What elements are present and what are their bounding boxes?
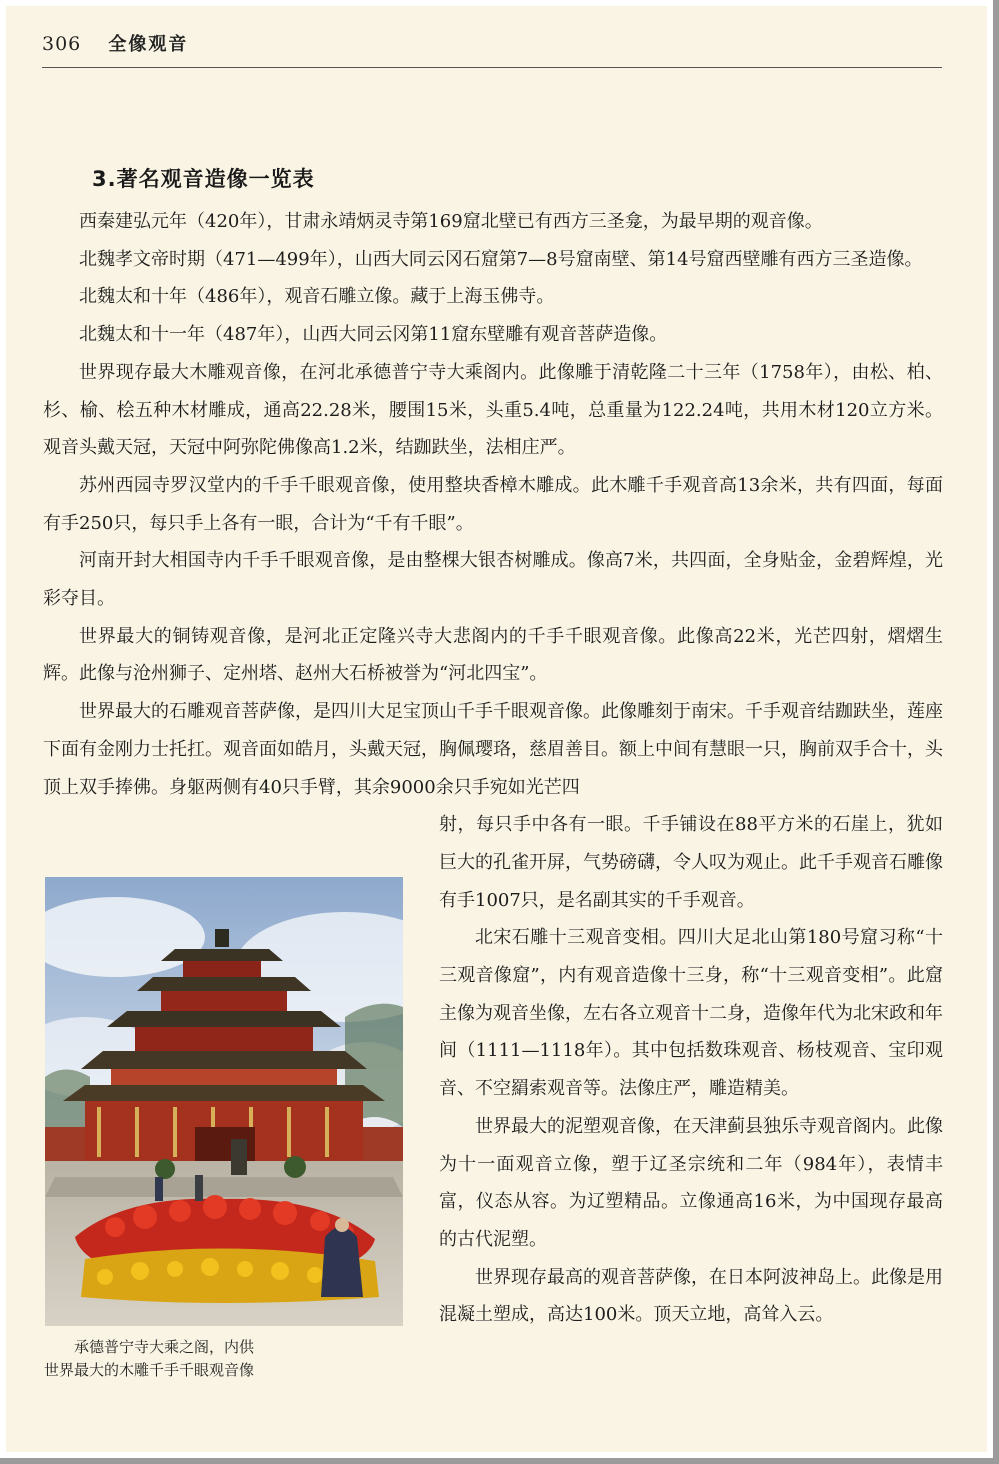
photo-caption: [44, 1336, 254, 1382]
paragraph: 北魏孝文帝时期（471—499年），山西大同云冈石窟第7—8号窟南壁、第14号窟西壁雕有西方三圣造像。: [79, 248, 923, 270]
paragraph: 苏州西园寺罗汉堂内的千手千眼观音像，使用整块香樟木雕成。此木雕千手观音高13余米，共有四面，每面有手250只，每只手上各有一眼，合计为“千有千眼”。: [43, 474, 943, 534]
right-column: [439, 806, 943, 1334]
paragraph: 世界最大的石雕观音菩萨像，是四川大足宝顶山千手千眼观音像。此像雕刻于南宋。千手观音结跏趺坐，莲座下面有金刚力士托扛。观音面如皓月，头戴天冠，胸佩璎珞，慈眉善目。额上中间有慧眼一只，胸前双手合十，头顶上双手捧佛。身躯两侧有40只手臂，其余9000余只手宛如光芒四: [43, 701, 943, 798]
page-header: [42, 30, 942, 70]
paragraph: 北魏太和十年（486年），观音石雕立像。藏于上海玉佛寺。: [79, 286, 555, 308]
temple-photo: [45, 877, 403, 1326]
page-number: 306: [42, 33, 82, 55]
section-heading: 3.著名观音造像一览表: [92, 167, 315, 191]
paragraph: 北宋石雕十三观音变相。四川大足北山第180号窟习称“十三观音像窟”，内有观音造像十三身，称“十三观音变相”。此窟主像为观音坐像，左右各立观音十二身，造像年代为北宋政和年间（1111—1118年）。其中包括数珠观音、杨枝观音、宝印观音、不空羂索观音等。法像庄严，雕造精美。: [439, 927, 943, 1100]
book-page: [6, 6, 987, 1452]
header-rule: [42, 67, 942, 68]
caption-text: 承德普宁寺大乘之阁，内供世界最大的木雕千手千眼观音像: [44, 1338, 255, 1379]
paragraph: 世界最大的泥塑观音像，在天津蓟县独乐寺观音阁内。此像为十一面观音立像，塑于辽圣宗统和二年（984年），表情丰富，仪态从容。为辽塑精品。立像通高16米，为中国现存最高的古代泥塑。: [439, 1115, 943, 1250]
paragraph: 射，每只手中各有一眼。千手铺设在88平方米的石崖上，犹如巨大的孔雀开屏，气势磅礴，令人叹为观止。此千手观音石雕像有手1007只，是名副其实的千手观音。: [439, 814, 943, 911]
paragraph: 世界现存最高的观音菩萨像，在日本阿波神岛上。此像是用混凝土塑成，高达100米。顶天立地，高耸入云。: [439, 1266, 943, 1326]
paragraph: 世界现存最大木雕观音像，在河北承德普宁寺大乘阁内。此像雕于清乾隆二十三年（1758年），由松、柏、杉、榆、桧五种木材雕成，通高22.28米，腰围15米，头重5.4吨，总重量为122.24吨，共用木材120立方米。观音头戴天冠，天冠中阿弥陀佛像高1.2米，结跏趺坐，法相庄严。: [43, 361, 943, 459]
paragraph: 河南开封大相国寺内千手千眼观音像，是由整棵大银杏树雕成。像高7米，共四面，全身贴金，金碧辉煌，光彩夺目。: [43, 550, 943, 610]
paragraph: 西秦建弘元年（420年），甘肃永靖炳灵寺第169窟北壁已有西方三圣龛，为最早期的观音像。: [79, 211, 823, 232]
paragraph: 北魏太和十一年（487年），山西大同云冈第11窟东壁雕有观音菩萨造像。: [79, 324, 668, 346]
paragraph: 世界最大的铜铸观音像，是河北正定隆兴寺大悲阁内的千手千眼观音像。此像高22米，光芒四射，熠熠生辉。此像与沧州狮子、定州塔、赵州大石桥被誉为“河北四宝”。: [43, 625, 943, 685]
running-title: 全像观音: [108, 34, 189, 55]
